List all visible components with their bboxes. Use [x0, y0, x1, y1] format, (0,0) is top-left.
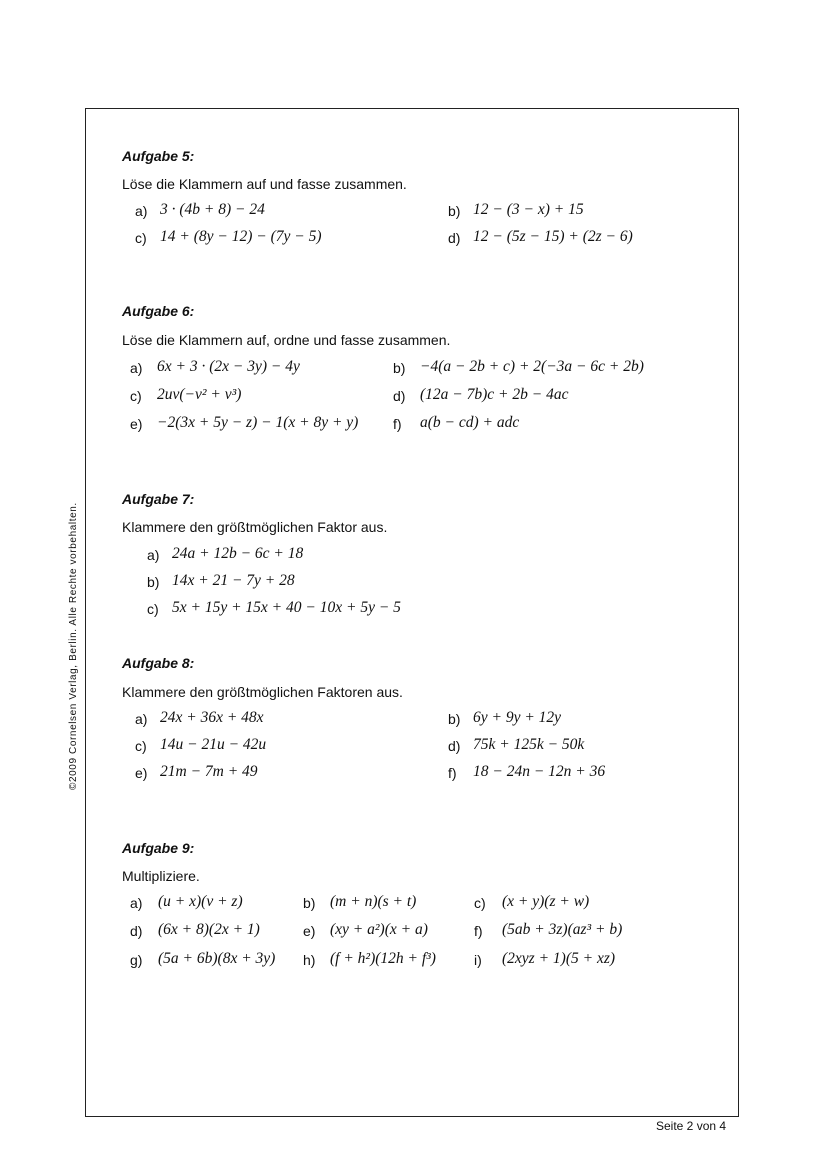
task-expression: 3 · (4b + 8) − 24: [160, 201, 265, 218]
task-label: a): [135, 711, 148, 727]
exercise-heading: Aufgabe 5:: [122, 148, 195, 164]
task-expression: 75k + 125k − 50k: [473, 736, 585, 753]
task-expression: (x + y)(z + w): [502, 893, 590, 910]
task-expression: 24x + 36x + 48x: [160, 709, 264, 726]
exercise-heading: Aufgabe 6:: [122, 303, 195, 319]
task-expression: 6y + 9y + 12y: [473, 709, 562, 726]
task-label: h): [303, 952, 316, 968]
task-expression: 12 − (3 − x) + 15: [473, 201, 584, 218]
task-label: a): [130, 895, 143, 911]
task-expression: 5x + 15y + 15x + 40 − 10x + 5y − 5: [172, 599, 401, 616]
exercise-instruction: Löse die Klammern auf und fasse zusammen.: [122, 176, 407, 192]
task-label: b): [303, 895, 316, 911]
task-label: g): [130, 952, 143, 968]
task-label: c): [130, 388, 142, 404]
task-expression: (2xyz + 1)(5 + xz): [502, 950, 616, 967]
task-label: b): [147, 574, 160, 590]
exercise-instruction: Klammere den größtmöglichen Faktoren aus.: [122, 684, 403, 700]
exercise-instruction: Klammere den größtmöglichen Faktor aus.: [122, 519, 388, 535]
task-expression: (f + h²)(12h + f³): [330, 950, 436, 967]
task-label: d): [130, 923, 143, 939]
exercise-heading: Aufgabe 9:: [122, 840, 195, 856]
task-label: e): [303, 923, 316, 939]
task-label: c): [135, 738, 147, 754]
task-expression: (xy + a²)(x + a): [330, 921, 428, 938]
task-expression: (5ab + 3z)(az³ + b): [502, 921, 623, 938]
task-expression: 14 + (8y − 12) − (7y − 5): [160, 228, 322, 245]
task-label: d): [393, 388, 406, 404]
task-expression: (u + x)(v + z): [158, 893, 243, 910]
task-expression: (6x + 8)(2x + 1): [158, 921, 260, 938]
task-expression: 14x + 21 − 7y + 28: [172, 572, 295, 589]
task-label: d): [448, 230, 461, 246]
task-label: c): [135, 230, 147, 246]
task-label: i): [474, 952, 482, 968]
task-label: d): [448, 738, 461, 754]
task-label: e): [135, 765, 148, 781]
task-label: e): [130, 416, 143, 432]
task-expression: −4(a − 2b + c) + 2(−3a − 6c + 2b): [420, 358, 644, 375]
task-label: b): [448, 711, 461, 727]
task-label: b): [393, 360, 406, 376]
task-expression: a(b − cd) + adc: [420, 414, 520, 431]
page-number: Seite 2 von 4: [656, 1119, 727, 1133]
task-expression: (5a + 6b)(8x + 3y): [158, 950, 276, 967]
exercise-heading: Aufgabe 7:: [122, 491, 195, 507]
task-label: b): [448, 203, 461, 219]
exercise-instruction: Löse die Klammern auf, ordne und fasse zusammen.: [122, 332, 451, 348]
task-expression: 12 − (5z − 15) + (2z − 6): [473, 228, 633, 245]
task-expression: 6x + 3 · (2x − 3y) − 4y: [157, 358, 300, 375]
task-expression: 14u − 21u − 42u: [160, 736, 267, 753]
task-label: a): [130, 360, 143, 376]
task-expression: 24a + 12b − 6c + 18: [172, 545, 304, 562]
task-expression: −2(3x + 5y − z) − 1(x + 8y + y): [157, 414, 359, 431]
exercise-instruction: Multipliziere.: [122, 868, 200, 884]
task-label: f): [448, 765, 457, 781]
copyright-notice: ©2009 Cornelsen Verlag, Berlin. Alle Rechte vorbehalten.: [68, 502, 79, 790]
task-label: c): [147, 601, 159, 617]
task-label: f): [474, 923, 483, 939]
task-label: a): [147, 547, 160, 563]
task-expression: (12a − 7b)c + 2b − 4ac: [420, 386, 569, 403]
task-expression: 18 − 24n − 12n + 36: [473, 763, 606, 780]
exercise-heading: Aufgabe 8:: [122, 655, 195, 671]
task-expression: 2uv(−v² + v³): [157, 386, 242, 403]
task-label: f): [393, 416, 402, 432]
task-expression: 21m − 7m + 49: [160, 763, 258, 780]
task-label: a): [135, 203, 148, 219]
task-expression: (m + n)(s + t): [330, 893, 417, 910]
task-label: c): [474, 895, 486, 911]
